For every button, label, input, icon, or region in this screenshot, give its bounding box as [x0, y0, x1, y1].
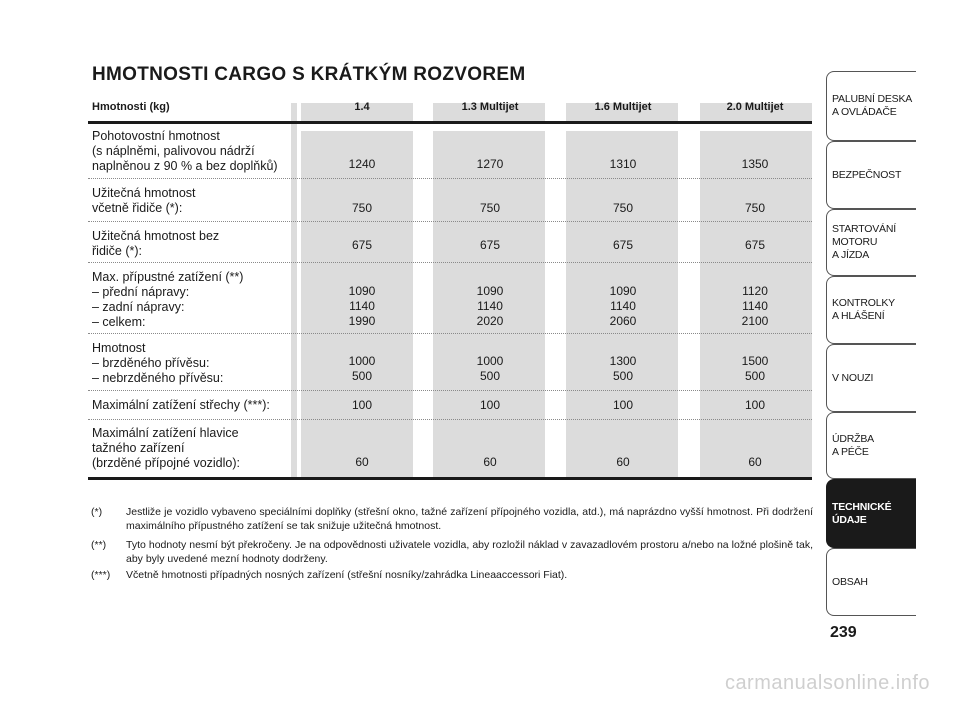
cell-value — [715, 201, 795, 216]
cell-value — [583, 354, 663, 384]
cell-value — [450, 157, 530, 172]
cell-value-line: 60 — [483, 455, 497, 469]
sidebar-tab[interactable] — [826, 141, 916, 209]
cell-value-line: 750 — [612, 201, 634, 215]
cell-value — [715, 398, 795, 413]
row-label — [92, 186, 196, 216]
sidebar-tab[interactable] — [826, 344, 916, 412]
footnote — [91, 538, 813, 566]
row-label-line: tažného zařízení — [92, 441, 185, 455]
cell-value — [450, 455, 530, 470]
label-column-strip — [291, 103, 297, 477]
cell-value-line: 500 — [351, 369, 373, 383]
header-gap — [433, 124, 545, 131]
cell-value — [322, 455, 402, 470]
cell-value — [715, 157, 795, 172]
cell-value — [583, 455, 663, 470]
row-label-line: Pohotovostní hmotnost — [92, 129, 220, 143]
row-label-line: Max. přípustné zatížení (**) — [92, 270, 244, 284]
row-label-line: včetně řidiče (*): — [92, 201, 183, 215]
row-label-line: Užitečná hmotnost — [92, 186, 196, 200]
cell-value-line: 1000 — [348, 354, 376, 368]
footnote-text: Tyto hodnoty nesmí být překročeny. Je na odpovědnosti uživatele vozidla, aby rozložil náklad v zavazadlovém prostoru a/nebo na ložné plošině tak, aby byly uvedené mezní hodnoty dodrženy. — [126, 539, 813, 565]
page-title: HMOTNOSTI CARGO S KRÁTKÝM ROZVOREM — [92, 64, 526, 85]
page-number: 239 — [830, 624, 857, 641]
row-label-line: naplněnou z 90 % a bez doplňků) — [92, 159, 278, 173]
row-separator — [88, 221, 812, 222]
cell-value-line: 1240 — [348, 157, 376, 171]
row-separator — [88, 178, 812, 179]
cell-value-line: 1000 — [476, 354, 504, 368]
cell-value — [450, 238, 530, 253]
cell-value-line: 1310 — [609, 157, 637, 171]
cell-value — [450, 201, 530, 216]
sidebar-tab-label: MOTORU — [832, 236, 878, 248]
header-gap — [700, 124, 812, 131]
sidebar-tab[interactable] — [826, 479, 916, 548]
header-gap — [566, 124, 678, 131]
cell-value-line: 1140 — [477, 299, 503, 313]
cell-value — [322, 354, 402, 384]
cell-value-line: 675 — [351, 238, 373, 252]
cell-value-line: 2060 — [609, 314, 637, 328]
footnote-mark: (***) — [91, 569, 111, 581]
cell-value-line: 675 — [744, 238, 766, 252]
footnote-mark: (*) — [91, 506, 103, 518]
header-gap — [301, 124, 413, 131]
sidebar-tab[interactable] — [826, 209, 916, 276]
cell-value — [583, 201, 663, 216]
sidebar-tab-label: A HLÁŠENÍ — [832, 310, 885, 322]
row-label-line: Hmotnost — [92, 341, 146, 355]
sidebar-tab[interactable] — [826, 276, 916, 344]
row-separator — [88, 390, 812, 391]
cell-value-line: 1140 — [349, 299, 375, 313]
sidebar-tab[interactable] — [826, 548, 916, 616]
sidebar-tab[interactable] — [826, 412, 916, 479]
cell-value — [322, 238, 402, 253]
cell-value-line: 60 — [616, 455, 630, 469]
cell-value — [583, 238, 663, 253]
row-label — [92, 270, 243, 330]
cell-value-line: 100 — [351, 398, 373, 412]
sidebar-tab-label: ÚDRŽBA — [832, 432, 874, 445]
sidebar-tab-label: PALUBNÍ DESKA — [832, 93, 913, 105]
cell-value-line: 2020 — [476, 314, 504, 328]
cell-value-line: 100 — [612, 398, 634, 412]
cell-value-line: 1990 — [348, 314, 376, 328]
row-label — [92, 341, 223, 386]
cell-value-line: 1120 — [742, 284, 768, 298]
cell-value — [450, 398, 530, 413]
column-header: 2.0 Multijet — [726, 101, 784, 113]
sidebar-tab-label: A PÉČE — [832, 445, 869, 458]
cell-value-line: 675 — [479, 238, 501, 252]
footnote — [91, 505, 813, 533]
cell-value-line: 500 — [612, 369, 634, 383]
sidebar-tab-label: OBSAH — [832, 575, 868, 588]
cell-value — [715, 354, 795, 384]
row-label-line: (brzděné přípojné vozidlo): — [92, 456, 240, 470]
sidebar-tab-label: BEZPEČNOST — [832, 168, 902, 181]
row-label-line: – celkem: — [92, 315, 146, 329]
sidebar-tab-label: TECHNICKÉ — [832, 500, 892, 513]
cell-value-line: 750 — [744, 201, 766, 215]
sidebar-tab-label: V NOUZI — [832, 371, 874, 384]
row-label — [92, 129, 278, 174]
cell-value — [715, 238, 795, 253]
column-header: 1.3 Multijet — [461, 101, 519, 113]
sidebar-tab-label: KONTROLKY — [832, 297, 895, 309]
cell-value-line: 675 — [612, 238, 634, 252]
row-label — [92, 398, 270, 413]
footnote-text: Jestliže je vozidlo vybaveno speciálními doplňky (střešní okno, tažné zařízení přípojného vozidla, atd.), má naprázdno vyšší hmotnost. Při dodržení maximálního přípustného zatížení se tak snižuje užitečná hmotnost. — [126, 506, 813, 532]
cell-value-line: 1140 — [742, 299, 768, 313]
row-label-line: – nebrzděného přívěsu: — [92, 371, 224, 385]
cell-value — [583, 398, 663, 413]
sidebar-tab-label: A JÍZDA — [832, 249, 870, 261]
row-label — [92, 229, 219, 259]
sidebar-tab[interactable] — [826, 71, 916, 141]
cell-value-line: 60 — [748, 455, 762, 469]
row-label-line: – přední nápravy: — [92, 285, 190, 299]
column-header: 1.4 — [354, 101, 370, 113]
row-label-line: Maximální zatížení hlavice — [92, 426, 239, 440]
cell-value — [322, 157, 402, 172]
cell-value-line: 750 — [351, 201, 373, 215]
cell-value-line: 750 — [479, 201, 501, 215]
cell-value-line: 100 — [744, 398, 766, 412]
sidebar-tab-label: ÚDAJE — [832, 513, 867, 526]
row-label — [92, 426, 240, 471]
cell-value-line: 1500 — [741, 354, 769, 368]
cell-value — [322, 284, 402, 329]
row-separator — [88, 419, 812, 420]
cell-value-line: 2100 — [741, 314, 769, 328]
sidebar-tab-label: STARTOVÁNÍ — [832, 223, 896, 235]
footnote — [91, 568, 813, 582]
cell-value-line: 1140 — [610, 299, 636, 313]
cell-value — [450, 354, 530, 384]
cell-value-line: 1090 — [476, 284, 504, 298]
cell-value — [322, 201, 402, 216]
cell-value — [450, 284, 530, 329]
row-label-line: – zadní nápravy: — [92, 300, 185, 314]
row-label-line: (s náplněmi, palivovou nádrží — [92, 144, 255, 158]
column-header-label: Hmotnosti (kg) — [92, 101, 170, 113]
cell-value — [583, 284, 663, 329]
sidebar-tab-label: A OVLÁDAČE — [832, 106, 897, 118]
column-header: 1.6 Multijet — [594, 101, 652, 113]
footnote-mark: (**) — [91, 539, 107, 551]
footnote-text: Včetně hmotnosti případných nosných zařízení (střešní nosníky/zahrádka Lineaaccessori Fiat). — [126, 569, 568, 581]
cell-value — [715, 455, 795, 470]
cell-value-line: 100 — [479, 398, 501, 412]
cell-value-line: 500 — [744, 369, 766, 383]
cell-value — [583, 157, 663, 172]
cell-value-line: 1270 — [476, 157, 504, 171]
header-rule — [88, 121, 812, 124]
row-separator — [88, 262, 812, 263]
cell-value — [715, 284, 795, 329]
row-separator — [88, 333, 812, 334]
row-label-line: Maximální zatížení střechy (***): — [92, 398, 270, 412]
row-label-line: – brzděného přívěsu: — [92, 356, 210, 370]
row-label-line: Užitečná hmotnost bez — [92, 229, 220, 243]
cell-value-line: 500 — [479, 369, 501, 383]
cell-value-line: 1300 — [609, 354, 637, 368]
cell-value-line: 1090 — [348, 284, 376, 298]
table-bottom-rule — [88, 477, 812, 480]
cell-value-line: 1090 — [609, 284, 637, 298]
cell-value — [322, 398, 402, 413]
cell-value-line: 60 — [355, 455, 369, 469]
watermark: carmanualsonline.info — [724, 672, 930, 694]
cell-value-line: 1350 — [741, 157, 769, 171]
row-label-line: řidiče (*): — [92, 244, 143, 258]
